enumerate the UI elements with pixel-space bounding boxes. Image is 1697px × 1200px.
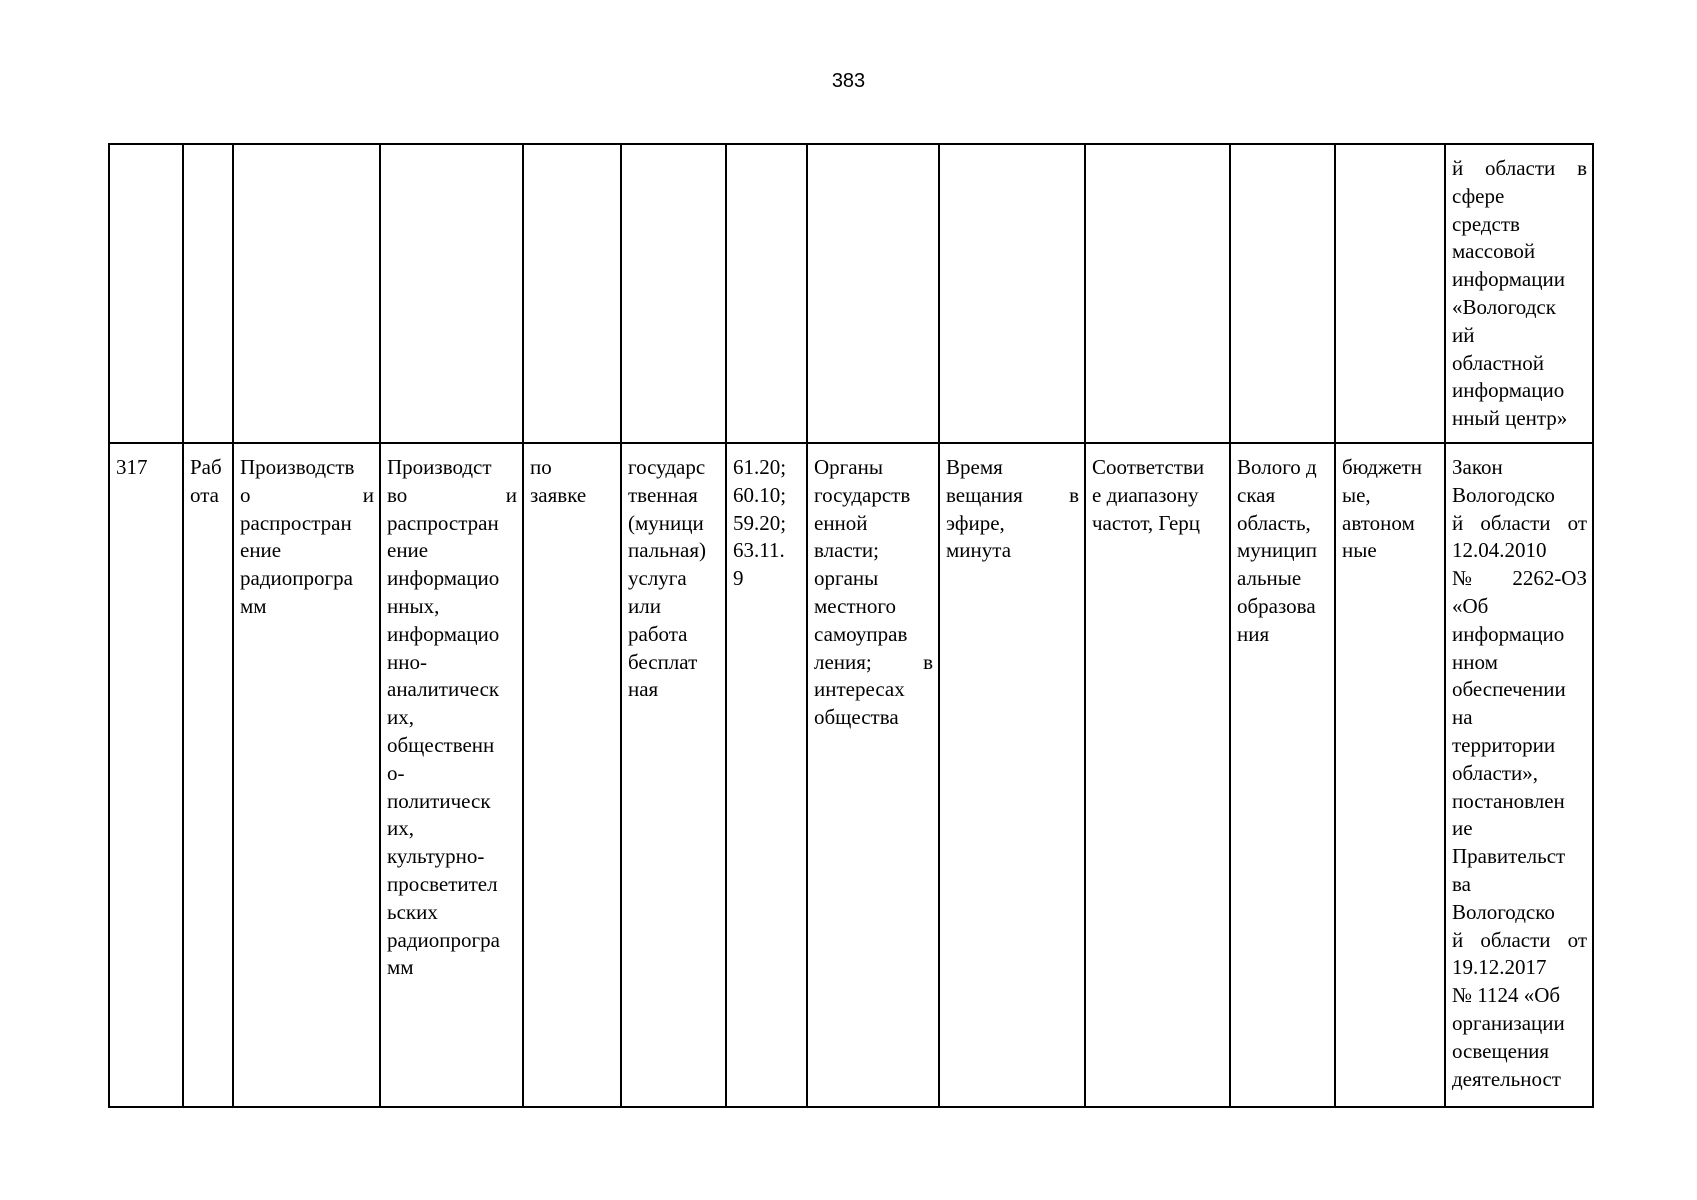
cell-text-line: минута — [946, 538, 1012, 563]
cell-text-line: ота — [190, 482, 219, 507]
cell-text-line: ления; в — [814, 649, 933, 674]
cell-text-line: «Об — [1452, 593, 1489, 618]
cell-text-line: й области в — [1452, 156, 1587, 180]
cell-text-line: работа — [628, 621, 688, 646]
cell-text-line: территории — [1452, 732, 1556, 757]
table-row-continuation — [109, 144, 1593, 443]
cell-text-line: ий — [1452, 322, 1475, 347]
cell-text-line: 19.12.2017 — [1452, 955, 1547, 980]
cell-text-line: Время — [946, 455, 1003, 479]
cell-text-line: радиопрогра — [387, 927, 500, 952]
cell-volume — [939, 443, 1085, 1107]
cell-text-line: ие — [1452, 816, 1473, 841]
cell-text-line: мм — [240, 593, 267, 618]
cell-text-line: вещания в — [946, 482, 1079, 507]
cell-text-line: (муници — [628, 510, 704, 535]
cell-empty — [807, 144, 939, 443]
cell-text-line: бесплат — [628, 649, 698, 674]
cell-empty — [621, 144, 726, 443]
cell-text-line: ная — [628, 677, 659, 702]
cell-empty — [183, 144, 233, 443]
cell-quality — [1085, 443, 1230, 1107]
cell-text-line: информацио — [387, 566, 500, 591]
cell-text-line: й области от — [1452, 510, 1587, 535]
cell-text-line: ния — [1237, 621, 1270, 646]
cell-name — [233, 443, 380, 1107]
cell-text-line: 12.04.2010 — [1452, 538, 1547, 563]
cell-text-line: Производств — [240, 455, 355, 479]
cell-text-line: интересах — [814, 677, 905, 702]
cell-text-line: ные — [1342, 538, 1377, 563]
cell-text-line: образова — [1237, 593, 1316, 618]
cell-empty — [1230, 144, 1335, 443]
cell-text-line: во и — [387, 482, 517, 507]
cell-text-line: е диапазону — [1092, 482, 1199, 507]
cell-text-line: ва — [1452, 871, 1471, 896]
cell-text-line: 9 — [733, 566, 744, 591]
cell-text-line: Волого д — [1237, 455, 1317, 479]
cell-text-line: государств — [814, 482, 911, 507]
cell-text-line: нный центр» — [1452, 406, 1568, 431]
cell-empty — [109, 144, 183, 443]
cell-empty — [939, 144, 1085, 443]
cell-text-line: Вологодско — [1452, 899, 1555, 924]
cell-text-line: № 2262-ОЗ — [1452, 566, 1587, 591]
cell-text-line: обеспечении — [1452, 677, 1566, 702]
cell-text-line: ьских — [387, 899, 438, 924]
registry-table — [108, 143, 1594, 1108]
cell-text-line: ская — [1237, 482, 1276, 507]
cell-text-line: 63.11. — [733, 538, 785, 563]
cell-text-line: средств — [1452, 211, 1520, 236]
cell-text-line: деятельност — [1452, 1066, 1561, 1091]
cell-text-line: Правительст — [1452, 844, 1566, 869]
cell-text-line: нно- — [387, 649, 427, 674]
cell-empty — [1085, 144, 1230, 443]
cell-text-line: информацио — [387, 621, 500, 646]
cell-text-line: политическ — [387, 788, 491, 813]
cell-text-line: аналитическ — [387, 677, 500, 702]
cell-text-line: на — [1452, 705, 1473, 730]
cell-text-line: общества — [814, 705, 899, 730]
cell-text-line: «Вологодск — [1452, 294, 1556, 319]
cell-text-line: организации — [1452, 1010, 1565, 1035]
cell-type — [183, 443, 233, 1107]
cell-text-line: енной — [814, 510, 868, 535]
cell-text-line: № 1124 «Об — [1452, 983, 1561, 1008]
cell-text-line: Органы — [814, 455, 883, 479]
cell-text-line: или — [628, 593, 661, 618]
cell-text-line: распростран — [387, 510, 499, 535]
page-number: 383 — [831, 70, 866, 92]
cell-legal-basis — [1445, 443, 1593, 1107]
cell-text-line: просветител — [387, 871, 498, 896]
cell-empty — [1335, 144, 1445, 443]
cell-text-line: общественн — [387, 732, 495, 757]
cell-text-line: мм — [387, 955, 414, 980]
cell-text-line: нных, — [387, 593, 440, 618]
cell-text-line: твенная — [628, 482, 698, 507]
cell-text-line: государс — [628, 455, 706, 479]
cell-text-line: ение — [240, 538, 282, 563]
cell-empty — [523, 144, 621, 443]
cell-text-line: информацио — [1452, 621, 1565, 646]
cell-text-line: 59.20; — [733, 510, 787, 535]
cell-text-line: заявке — [530, 482, 587, 507]
cell-text-line: массовой — [1452, 239, 1536, 264]
cell-okved — [726, 443, 807, 1107]
cell-text-line: органы — [814, 566, 879, 591]
cell-text-line: Закон — [1452, 455, 1503, 479]
cell-content — [380, 443, 523, 1107]
cell-number: 317 — [109, 443, 183, 1107]
cell-payment — [621, 443, 726, 1107]
cell-text-line: радиопрогра — [240, 566, 353, 591]
cell-text-line: информацио — [1452, 378, 1565, 403]
cell-condition — [523, 443, 621, 1107]
cell-text-line: местного — [814, 593, 896, 618]
cell-text-line: 60.10; — [733, 482, 787, 507]
cell-text-line: распростран — [240, 510, 352, 535]
cell-text-line: сфере — [1452, 183, 1505, 208]
cell-text-line: информации — [1452, 267, 1565, 292]
cell-empty — [233, 144, 380, 443]
cell-text-line: ение — [387, 538, 429, 563]
cell-text-line: эфире, — [946, 510, 1005, 535]
cell-text-line: частот, Герц — [1092, 510, 1201, 535]
cell-text-line: альные — [1237, 566, 1302, 591]
cell-empty — [380, 144, 523, 443]
cell-text-line: 61.20; — [733, 455, 787, 479]
cell-legal-basis-continued — [1445, 144, 1593, 443]
cell-text-line: освещения — [1452, 1038, 1550, 1063]
cell-text-line: их, — [387, 705, 414, 730]
table-row-317 — [109, 443, 1593, 1107]
cell-text-line: власти; — [814, 538, 880, 563]
cell-text-line: область, — [1237, 510, 1311, 535]
cell-text-line: их, — [387, 816, 414, 841]
cell-consumers — [807, 443, 939, 1107]
cell-institution-type — [1335, 443, 1445, 1107]
cell-text-line: нном — [1452, 649, 1498, 674]
cell-text-line: ые, — [1342, 482, 1371, 507]
cell-text-line: самоуправ — [814, 621, 908, 646]
cell-text-line: муницип — [1237, 538, 1317, 563]
cell-text-line: Производст — [387, 455, 492, 479]
cell-empty — [726, 144, 807, 443]
cell-text-line: по — [530, 455, 552, 479]
cell-text-line: пальная) — [628, 538, 707, 563]
cell-text-line: постановлен — [1452, 788, 1565, 813]
cell-text-line: бюджетн — [1342, 455, 1422, 479]
cell-territory — [1230, 443, 1335, 1107]
cell-text-line: Вологодско — [1452, 482, 1555, 507]
cell-text-line: Соответстви — [1092, 455, 1205, 479]
cell-text-line: о- — [387, 760, 405, 785]
cell-text-line: культурно- — [387, 844, 485, 869]
cell-text-line: Раб — [190, 455, 222, 479]
cell-text-line: о и — [240, 482, 374, 507]
cell-text-line: областной — [1452, 350, 1544, 375]
cell-text-line: автоном — [1342, 510, 1415, 535]
cell-text-line: й области от — [1452, 927, 1587, 952]
cell-text-line: услуга — [628, 566, 687, 591]
cell-text-line: области», — [1452, 760, 1538, 785]
